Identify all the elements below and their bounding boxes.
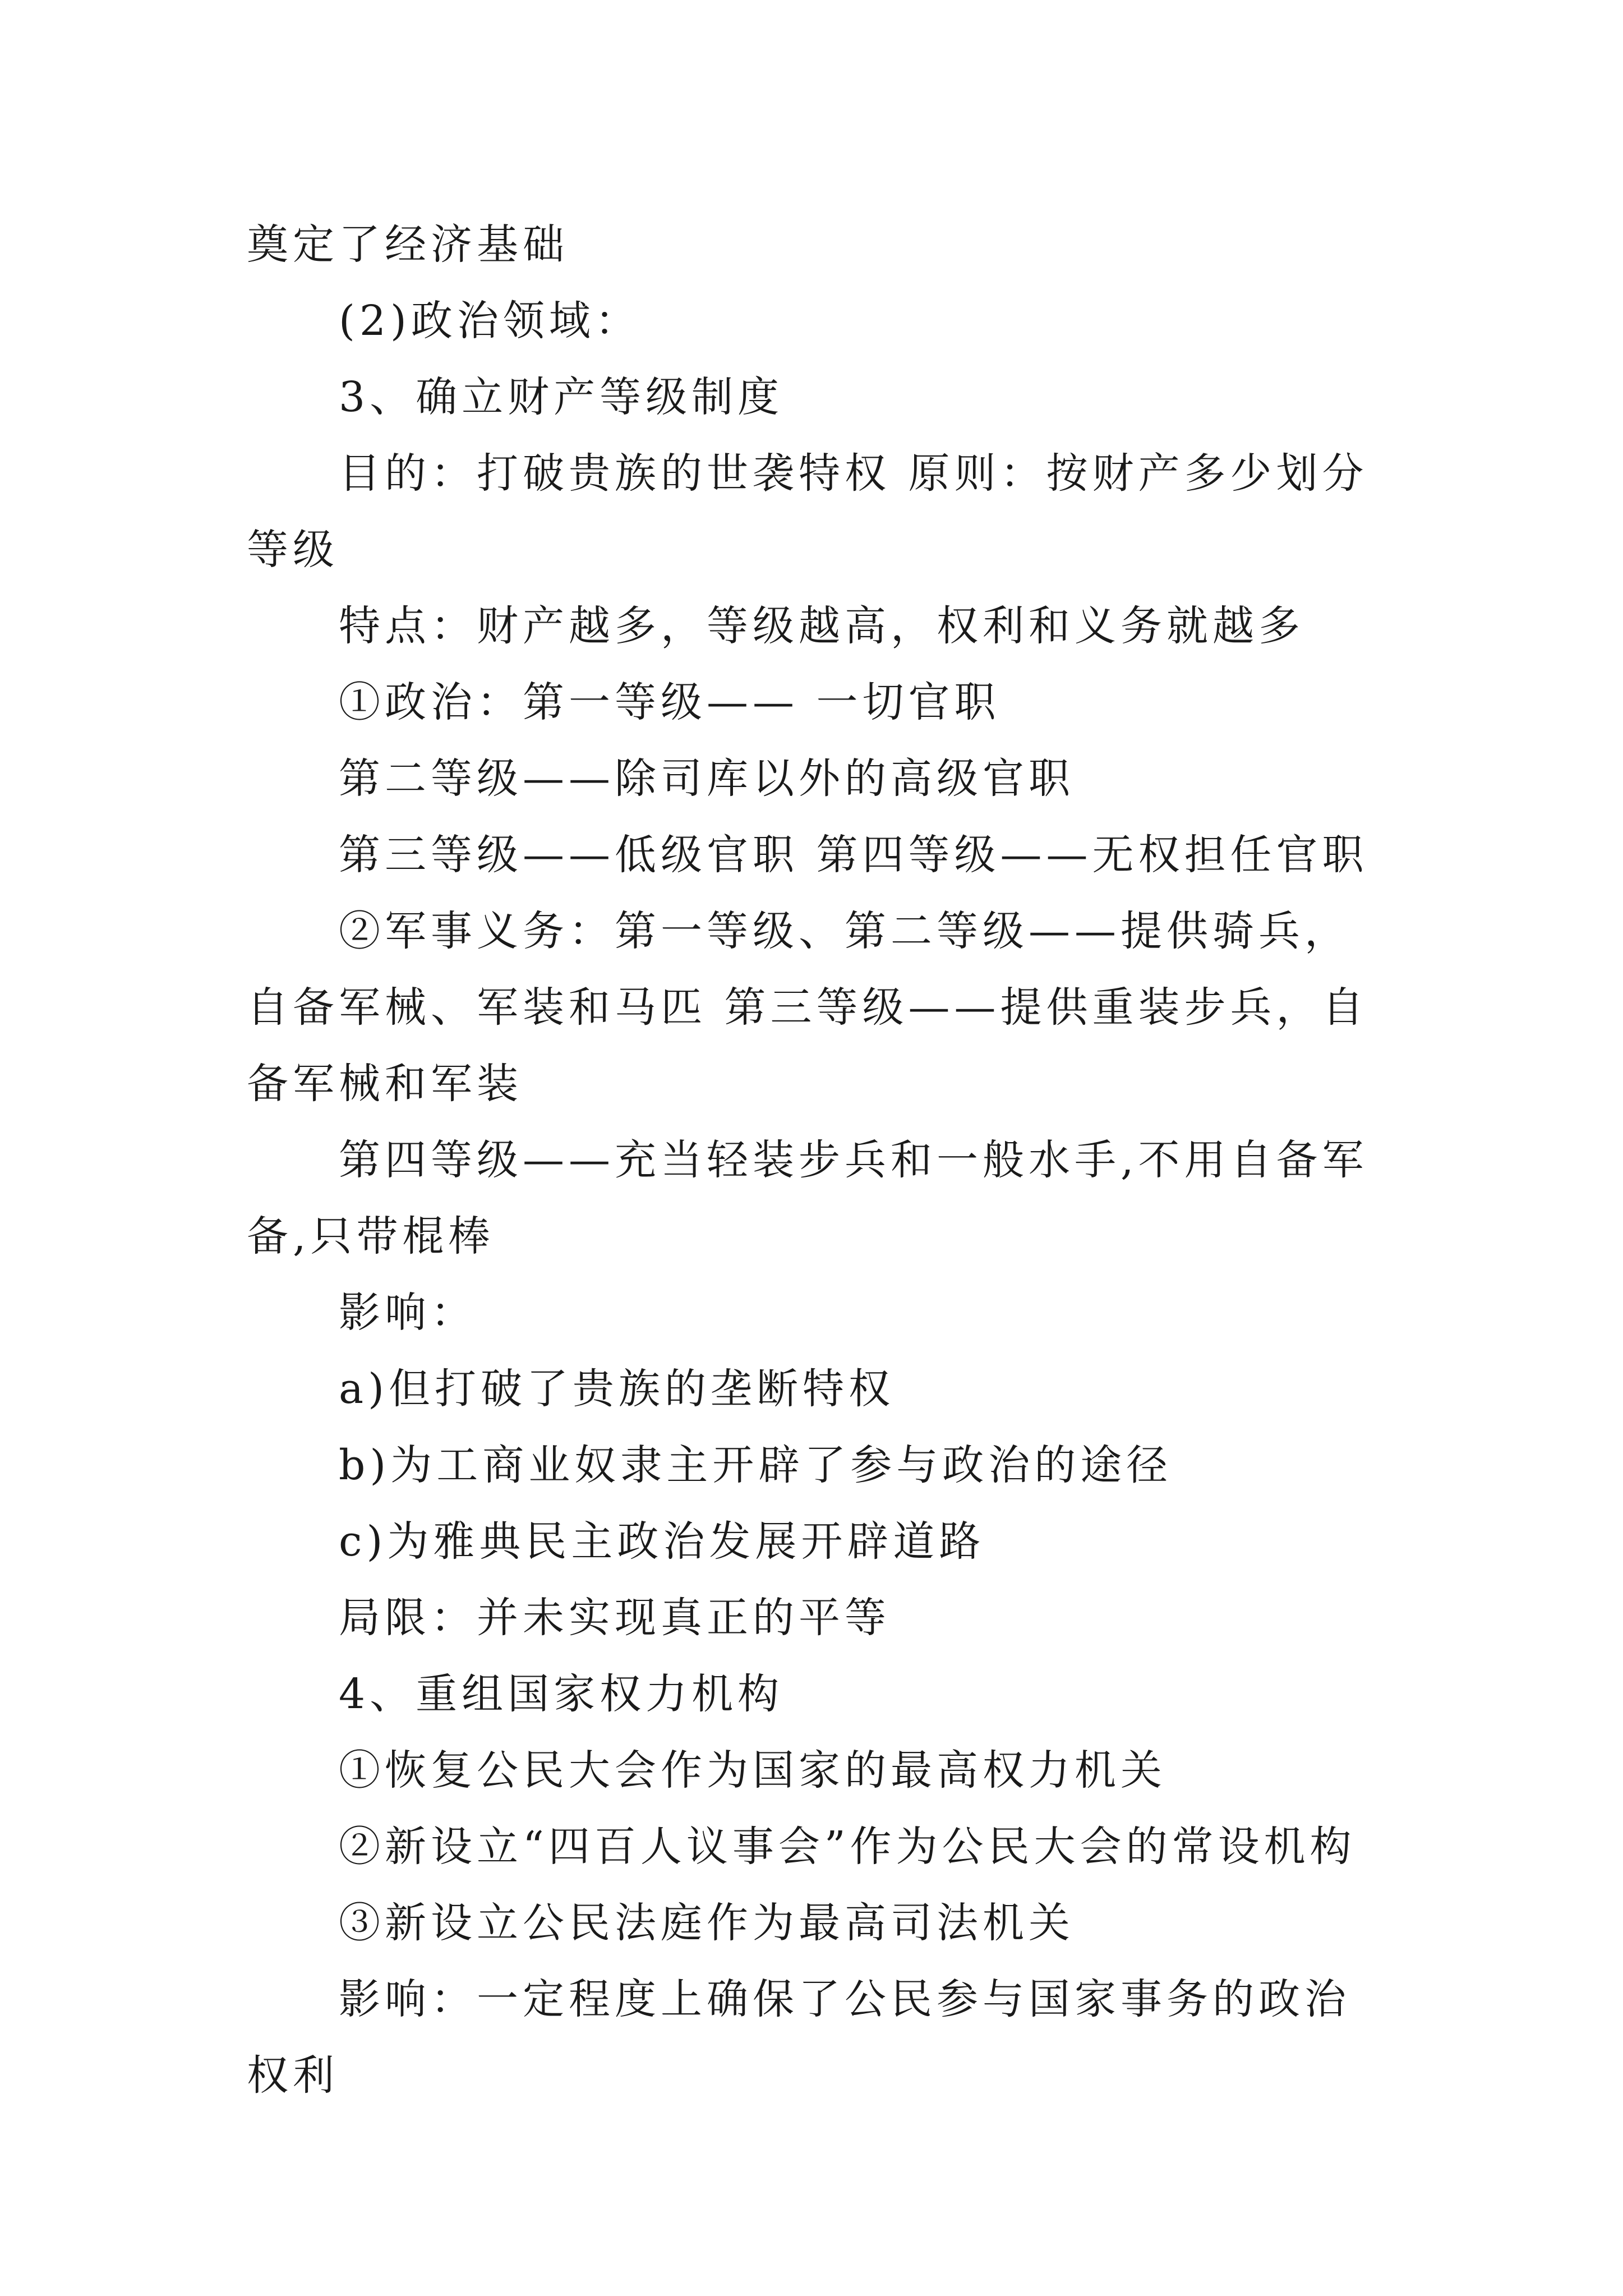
- paragraph-second-class: 第二等级——除司库以外的高级官职: [339, 754, 1075, 803]
- paragraph-characteristics: 特点：财产越多，等级越高，权利和义务就越多: [339, 602, 1304, 650]
- paragraph-citizens-assembly: ①恢复公民大会作为国家的最高权力机关: [339, 1746, 1166, 1795]
- paragraph-impact-political-rights: 影响：一定程度上确保了公民参与国家事务的政治权利: [247, 1975, 1350, 2100]
- paragraph-limitation: 局限：并未实现真正的平等: [339, 1594, 891, 1642]
- heading-property-class-system: 3、确立财产等级制度: [339, 373, 784, 421]
- paragraph-third-fourth-class: 第三等级——低级官职 第四等级——无权担任官职: [339, 831, 1368, 879]
- paragraph-political-domain: (2)政治领域：: [339, 297, 641, 345]
- paragraph-impact-a: a)但打破了贵族的垄断特权: [339, 1365, 895, 1413]
- paragraph-impact-c: c)为雅典民主政治发展开辟道路: [339, 1517, 985, 1566]
- heading-reorganize-state-power: 4、重组国家权力机构: [339, 1670, 784, 1718]
- paragraph-council-of-400: ②新设立“四百人议事会”作为公民大会的常设机构: [339, 1823, 1356, 1871]
- paragraph-purpose-principle: 目的：打破贵族的世袭特权 原则：按财产多少划分等级: [247, 449, 1368, 574]
- paragraph-impact-label: 影响：: [339, 1289, 477, 1337]
- paragraph-impact-b: b)为工商业奴隶主开辟了参与政治的途径: [339, 1441, 1173, 1489]
- paragraph-economic-foundation: 奠定了经济基础: [247, 220, 569, 269]
- paragraph-fourth-class-military: 第四等级——充当轻装步兵和一般水手,不用自备军备,只带棍棒: [247, 1136, 1368, 1260]
- paragraph-citizens-court: ③新设立公民法庭作为最高司法机关: [339, 1899, 1075, 1947]
- paragraph-politics-first-class: ①政治：第一等级—— 一切官职: [339, 678, 1000, 726]
- document-body: [247, 206, 1385, 2114]
- paragraph-military-duty: ②军事义务：第一等级、第二等级——提供骑兵，自备军械、军装和马匹 第三等级——提供重装步兵，自备军械和军装: [247, 907, 1368, 1108]
